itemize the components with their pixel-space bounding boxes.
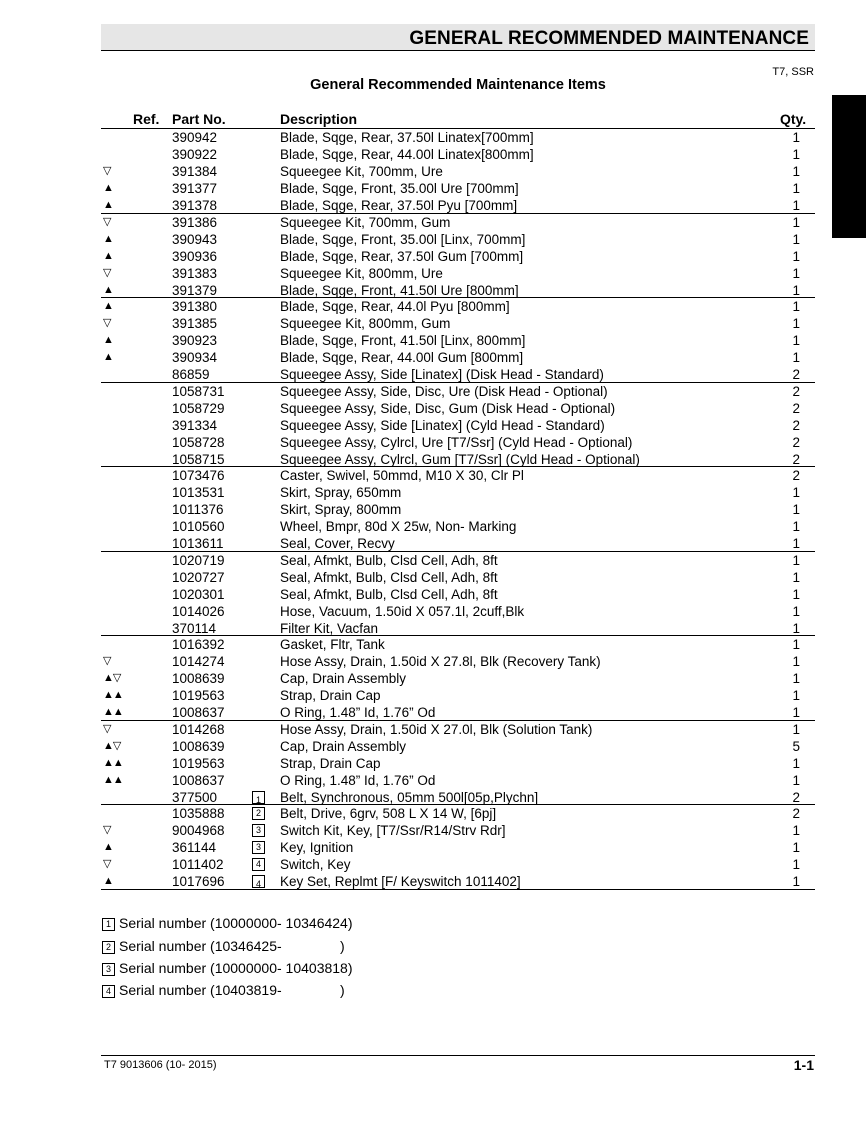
parts-table bbox=[101, 128, 815, 890]
part-description: Strap, Drain Cap bbox=[280, 688, 381, 703]
part-number: 1019563 bbox=[172, 688, 225, 703]
table-row bbox=[101, 839, 815, 856]
ref-symbol: ▲▽ bbox=[103, 672, 121, 684]
note-text: Serial number (10000000- 10346424) bbox=[119, 915, 353, 931]
part-description: Seal, Afmkt, Bulb, Clsd Cell, Adh, 8ft bbox=[280, 569, 498, 585]
table-row bbox=[101, 569, 815, 586]
col-header-qty: Qty. bbox=[780, 111, 807, 127]
quantity: 2 bbox=[792, 434, 800, 450]
table-row bbox=[101, 805, 815, 822]
part-number: 1020727 bbox=[172, 569, 225, 585]
quantity: 1 bbox=[792, 755, 800, 771]
part-description: Caster, Swivel, 50mmd, M10 X 30, Clr Pl bbox=[280, 468, 524, 483]
quantity: 1 bbox=[792, 823, 800, 838]
part-number: 1058728 bbox=[172, 434, 225, 450]
part-number: 390943 bbox=[172, 231, 218, 247]
part-description: Cap, Drain Assembly bbox=[280, 738, 407, 754]
part-number: 1014026 bbox=[172, 603, 225, 619]
part-number: 1035888 bbox=[172, 806, 225, 821]
part-description: Blade, Sqge, Front, 41.50l Ure [800mm] bbox=[280, 282, 519, 298]
part-description: Belt, Synchronous, 05mm 500l[05p,Plychn] bbox=[280, 789, 539, 805]
part-description: Blade, Sqge, Front, 35.00l Ure [700mm] bbox=[280, 181, 519, 196]
part-number: 1073476 bbox=[172, 468, 225, 483]
quantity: 1 bbox=[792, 299, 800, 314]
quantity: 2 bbox=[792, 367, 800, 382]
part-number: 1008637 bbox=[172, 772, 225, 788]
quantity: 1 bbox=[792, 840, 800, 855]
part-description: Hose, Vacuum, 1.50id X 057.1l, 2cuff,Blk bbox=[280, 603, 525, 619]
serial-note-box: 1 bbox=[252, 791, 265, 804]
quantity: 1 bbox=[792, 671, 800, 686]
table-row bbox=[101, 163, 815, 180]
quantity: 1 bbox=[792, 654, 800, 669]
part-number: 391334 bbox=[172, 417, 218, 433]
header-bar bbox=[101, 24, 815, 51]
note-text: Serial number (10346425- ) bbox=[119, 938, 345, 954]
ref-symbol: ▽ bbox=[103, 317, 111, 329]
quantity: 1 bbox=[792, 637, 800, 652]
quantity: 1 bbox=[792, 316, 800, 331]
part-description: Squeegee Assy, Side, Disc, Gum (Disk Head - Optional) bbox=[280, 400, 616, 416]
quantity: 1 bbox=[792, 147, 800, 162]
part-number: 1017696 bbox=[172, 874, 225, 889]
part-number: 1016392 bbox=[172, 637, 225, 652]
ref-symbol: ▽ bbox=[103, 215, 111, 228]
part-description: Squeegee Kit, 800mm, Gum bbox=[280, 316, 451, 331]
part-description: Switch Kit, Key, [T7/Ssr/R14/Strv Rdr] bbox=[280, 823, 506, 838]
part-description: Blade, Sqge, Rear, 37.50l Gum [700mm] bbox=[280, 248, 524, 264]
ref-symbol: ▲▲ bbox=[103, 773, 123, 786]
serial-note-box: 4 bbox=[252, 875, 265, 888]
part-number: 86859 bbox=[172, 367, 210, 382]
ref-symbol: ▲ bbox=[103, 283, 113, 296]
footer-page-number: 1-1 bbox=[793, 1057, 814, 1073]
ref-symbol: ▽ bbox=[103, 722, 111, 735]
part-description: Seal, Cover, Recvy bbox=[280, 536, 395, 551]
part-number: 1020301 bbox=[172, 586, 225, 602]
ref-symbol: ▲▲ bbox=[103, 706, 123, 718]
ref-symbol: ▽ bbox=[103, 165, 111, 177]
footer-rule bbox=[101, 1055, 815, 1056]
note-text: Serial number (10403819- ) bbox=[119, 982, 345, 998]
quantity: 1 bbox=[792, 552, 800, 568]
ref-symbol: ▲ bbox=[103, 841, 113, 853]
part-description: Blade, Sqge, Rear, 37.50l Linatex[700mm] bbox=[280, 130, 534, 145]
quantity: 2 bbox=[792, 400, 800, 416]
quantity: 1 bbox=[792, 333, 800, 348]
table-row bbox=[101, 772, 815, 789]
ref-symbol: ▽ bbox=[103, 858, 111, 870]
part-description: Squeegee Assy, Cylrcl, Ure [T7/Ssr] (Cyld Head - Optional) bbox=[280, 434, 633, 450]
part-description: Skirt, Spray, 800mm bbox=[280, 502, 402, 517]
part-number: 1058731 bbox=[172, 383, 225, 399]
ref-symbol: ▽ bbox=[103, 824, 111, 836]
part-description: Key, Ignition bbox=[280, 840, 354, 855]
part-number: 391384 bbox=[172, 164, 218, 179]
part-description: Blade, Sqge, Rear, 44.0l Pyu [800mm] bbox=[280, 299, 510, 314]
table-row bbox=[101, 704, 815, 721]
table-row bbox=[101, 856, 815, 873]
table-row bbox=[101, 721, 815, 738]
table-row bbox=[101, 670, 815, 687]
quantity: 1 bbox=[792, 569, 800, 585]
table-row bbox=[101, 315, 815, 332]
col-header-ref: Ref. bbox=[133, 111, 160, 127]
note-number-box: 4 bbox=[102, 985, 115, 998]
ref-symbol: ▲ bbox=[103, 199, 113, 211]
part-number: 1008639 bbox=[172, 671, 225, 686]
table-row bbox=[101, 265, 815, 282]
quantity: 1 bbox=[792, 586, 800, 602]
note-text: Serial number (10000000- 10403818) bbox=[119, 960, 353, 976]
part-number: 1008637 bbox=[172, 705, 225, 720]
table-row bbox=[101, 789, 815, 806]
part-description: Skirt, Spray, 650mm bbox=[280, 485, 402, 500]
table-row bbox=[101, 620, 815, 637]
quantity: 1 bbox=[792, 874, 800, 889]
ref-symbol: ▲ bbox=[103, 351, 113, 363]
quantity: 1 bbox=[792, 705, 800, 720]
part-description: Squeegee Assy, Cylrcl, Gum [T7/Ssr] (Cyld Head - Optional) bbox=[280, 451, 640, 467]
part-number: 1013531 bbox=[172, 485, 225, 500]
part-number: 370114 bbox=[172, 620, 217, 636]
quantity: 1 bbox=[792, 772, 800, 788]
col-header-desc: Description bbox=[280, 111, 358, 127]
part-description: Blade, Sqge, Rear, 37.50l Pyu [700mm] bbox=[280, 198, 518, 213]
part-number: 1011402 bbox=[172, 857, 224, 872]
table-row bbox=[101, 197, 815, 214]
table-row bbox=[101, 552, 815, 569]
table-row bbox=[101, 873, 815, 890]
serial-note bbox=[102, 915, 353, 931]
table-row bbox=[101, 501, 815, 518]
part-description: Squeegee Kit, 700mm, Gum bbox=[280, 214, 451, 230]
quantity: 1 bbox=[792, 130, 800, 145]
quantity: 2 bbox=[792, 451, 800, 467]
ref-symbol: ▲ bbox=[103, 334, 113, 346]
ref-symbol: ▽ bbox=[103, 655, 111, 667]
quantity: 1 bbox=[792, 603, 800, 619]
part-number: 9004968 bbox=[172, 823, 225, 838]
table-row bbox=[101, 146, 815, 163]
part-description: Seal, Afmkt, Bulb, Clsd Cell, Adh, 8ft bbox=[280, 586, 498, 602]
quantity: 1 bbox=[792, 536, 800, 551]
part-number: 390923 bbox=[172, 333, 218, 348]
note-number-box: 2 bbox=[102, 941, 115, 954]
part-description: Squeegee Kit, 800mm, Ure bbox=[280, 265, 443, 281]
part-number: 1058715 bbox=[172, 451, 225, 467]
ref-symbol: ▲ bbox=[103, 300, 113, 312]
part-number: 1010560 bbox=[172, 519, 225, 534]
quantity: 1 bbox=[792, 181, 800, 196]
table-row bbox=[101, 653, 815, 670]
quantity: 2 bbox=[792, 383, 800, 399]
part-number: 361144 bbox=[172, 840, 217, 855]
part-description: O Ring, 1.48” Id, 1.76” Od bbox=[280, 772, 436, 788]
part-description: Squeegee Assy, Side [Linatex] (Disk Head - Standard) bbox=[280, 367, 604, 382]
part-description: O Ring, 1.48” Id, 1.76” Od bbox=[280, 705, 436, 720]
ref-symbol: ▲▲ bbox=[103, 689, 123, 701]
quantity: 1 bbox=[792, 519, 800, 534]
part-number: 391385 bbox=[172, 316, 218, 331]
quantity: 1 bbox=[792, 350, 800, 365]
part-description: Seal, Afmkt, Bulb, Clsd Cell, Adh, 8ft bbox=[280, 552, 498, 568]
part-number: 1013611 bbox=[172, 536, 224, 551]
serial-note bbox=[102, 982, 345, 998]
part-description: Hose Assy, Drain, 1.50id X 27.0l, Blk (Solution Tank) bbox=[280, 721, 593, 737]
table-row bbox=[101, 467, 815, 484]
part-description: Key Set, Replmt [F/ Keyswitch 1011402] bbox=[280, 874, 521, 889]
quantity: 1 bbox=[792, 857, 800, 872]
part-number: 391383 bbox=[172, 265, 218, 281]
quantity: 1 bbox=[792, 198, 800, 213]
table-row bbox=[101, 282, 815, 299]
table-row bbox=[101, 383, 815, 400]
ref-symbol: ▽ bbox=[103, 266, 111, 279]
part-number: 390922 bbox=[172, 147, 218, 162]
ref-symbol: ▲ bbox=[103, 249, 113, 262]
ref-symbol: ▲ bbox=[103, 232, 113, 245]
part-number: 1014268 bbox=[172, 721, 225, 737]
table-row bbox=[101, 332, 815, 349]
serial-note-box: 2 bbox=[252, 807, 265, 820]
serial-note-box: 4 bbox=[252, 858, 265, 871]
quantity: 1 bbox=[792, 214, 800, 230]
table-row bbox=[101, 484, 815, 501]
table-row bbox=[101, 129, 815, 146]
table-row bbox=[101, 231, 815, 248]
table-row bbox=[101, 298, 815, 315]
table-row bbox=[101, 586, 815, 603]
ref-symbol: ▲ bbox=[103, 182, 113, 194]
part-description: Cap, Drain Assembly bbox=[280, 671, 407, 686]
table-row bbox=[101, 738, 815, 755]
quantity: 1 bbox=[792, 721, 800, 737]
page-title: GENERAL RECOMMENDED MAINTENANCE bbox=[409, 28, 809, 49]
footer-doc-number: T7 9013606 (10- 2015) bbox=[104, 1059, 217, 1071]
part-number: 377500 bbox=[172, 789, 218, 805]
ref-symbol: ▲▽ bbox=[103, 739, 121, 752]
ref-symbol: ▲ bbox=[103, 875, 113, 887]
part-description: Blade, Sqge, Rear, 44.00l Linatex[800mm] bbox=[280, 147, 534, 162]
table-row bbox=[101, 636, 815, 653]
part-description: Blade, Sqge, Front, 41.50l [Linx, 800mm] bbox=[280, 333, 526, 348]
table-row bbox=[101, 417, 815, 434]
part-number: 1008639 bbox=[172, 738, 225, 754]
part-description: Squeegee Assy, Side, Disc, Ure (Disk Head - Optional) bbox=[280, 383, 608, 399]
part-description: Squeegee Kit, 700mm, Ure bbox=[280, 164, 443, 179]
serial-note-box: 3 bbox=[252, 841, 265, 854]
quantity: 5 bbox=[792, 738, 800, 754]
part-number: 390934 bbox=[172, 350, 218, 365]
table-row bbox=[101, 518, 815, 535]
table-row bbox=[101, 535, 815, 552]
table-row bbox=[101, 400, 815, 417]
serial-note bbox=[102, 938, 345, 954]
part-number: 391378 bbox=[172, 198, 218, 213]
part-description: Squeegee Assy, Side [Linatex] (Cyld Head - Standard) bbox=[280, 417, 605, 433]
part-description: Gasket, Fltr, Tank bbox=[280, 637, 385, 652]
quantity: 1 bbox=[792, 620, 800, 636]
table-row bbox=[101, 214, 815, 231]
part-number: 1011376 bbox=[172, 502, 224, 517]
part-description: Wheel, Bmpr, 80d X 25w, Non- Marking bbox=[280, 519, 517, 534]
quantity: 1 bbox=[792, 282, 800, 298]
part-description: Switch, Key bbox=[280, 857, 351, 872]
part-number: 1020719 bbox=[172, 552, 225, 568]
table-row bbox=[101, 434, 815, 451]
table-row bbox=[101, 366, 815, 383]
quantity: 2 bbox=[792, 806, 800, 821]
part-description: Blade, Sqge, Front, 35.00l [Linx, 700mm] bbox=[280, 231, 526, 247]
part-number: 390942 bbox=[172, 130, 218, 145]
table-row bbox=[101, 451, 815, 468]
quantity: 2 bbox=[792, 789, 800, 805]
table-row bbox=[101, 180, 815, 197]
serial-note-box: 3 bbox=[252, 824, 265, 837]
part-number: 391379 bbox=[172, 282, 218, 298]
quantity: 1 bbox=[792, 265, 800, 281]
ref-symbol: ▲▲ bbox=[103, 756, 123, 769]
part-number: 391380 bbox=[172, 299, 218, 314]
table-row bbox=[101, 822, 815, 839]
serial-note bbox=[102, 960, 353, 976]
quantity: 1 bbox=[792, 485, 800, 500]
part-description: Hose Assy, Drain, 1.50id X 27.8l, Blk (Recovery Tank) bbox=[280, 654, 601, 669]
part-description: Belt, Drive, 6grv, 508 L X 14 W, [6pj] bbox=[280, 806, 497, 821]
note-number-box: 3 bbox=[102, 963, 115, 976]
part-number: 1019563 bbox=[172, 755, 225, 771]
part-description: Blade, Sqge, Rear, 44.00l Gum [800mm] bbox=[280, 350, 524, 365]
quantity: 2 bbox=[792, 417, 800, 433]
part-number: 1058729 bbox=[172, 400, 225, 416]
section-tab-marker bbox=[832, 95, 866, 238]
quantity: 1 bbox=[792, 688, 800, 703]
section-title: General Recommended Maintenance Items bbox=[310, 77, 606, 93]
quantity: 1 bbox=[792, 502, 800, 517]
quantity: 1 bbox=[792, 248, 800, 264]
table-row bbox=[101, 603, 815, 620]
part-number: 391386 bbox=[172, 214, 218, 230]
part-number: 1014274 bbox=[172, 654, 225, 669]
table-row bbox=[101, 755, 815, 772]
part-description: Filter Kit, Vacfan bbox=[280, 620, 379, 636]
note-number-box: 1 bbox=[102, 918, 115, 931]
part-number: 390936 bbox=[172, 248, 218, 264]
col-header-part: Part No. bbox=[172, 111, 226, 127]
quantity: 1 bbox=[792, 164, 800, 179]
part-number: 391377 bbox=[172, 181, 218, 196]
model-label: T7, SSR bbox=[772, 66, 814, 78]
part-description: Strap, Drain Cap bbox=[280, 755, 381, 771]
table-row bbox=[101, 349, 815, 366]
table-row bbox=[101, 248, 815, 265]
table-row bbox=[101, 687, 815, 704]
quantity: 1 bbox=[792, 231, 800, 247]
quantity: 2 bbox=[792, 468, 800, 483]
